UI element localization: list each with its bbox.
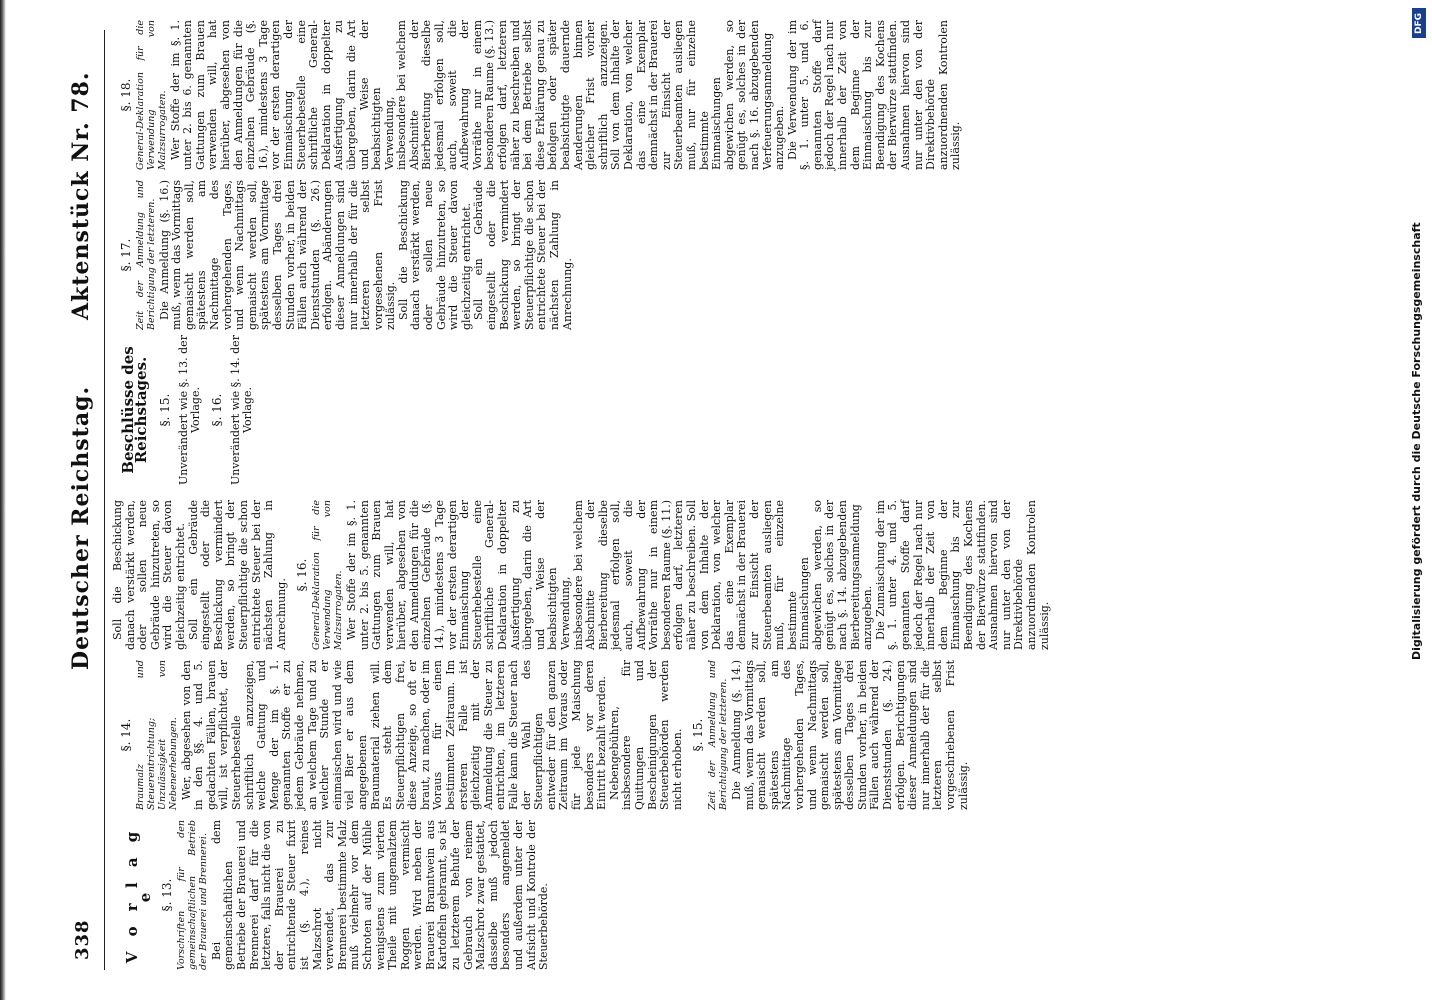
- section-text: Soll ein Gebräude eingestellt oder die Beschickung vermindert werden, so bringt der Steuerpflichtige die schon entrichtete Steuer bei der nächsten Zahlung in Anrechnung.: [186, 500, 288, 650]
- digitization-credit-text: Digitalisierung gefördert durch die Deutsche Forschungsgemeinschaft: [1410, 222, 1423, 660]
- page-header: [60, 0, 100, 1000]
- beschluss-column-1: [112, 335, 255, 485]
- section-title: §. 13.: [160, 878, 175, 912]
- section-title: §. 16.: [209, 393, 224, 427]
- section-title: §. 14.: [119, 718, 133, 752]
- section-text: Soll die Beschickung danach verstärkt werden, oder sollen neue Gebräude hinzutreten, so wird die Steuer davon gleichzeitig entrichtet.: [396, 180, 473, 330]
- section-title: §. 16.: [295, 558, 310, 592]
- section-text: Wer, abgesehen von den in den §§. 4. und 5. gedachten Fällen, brauen will, ist verpflichtet, der Steuerhebestelle schriftlich anzuzeigen, welche Gattung und Menge der im §. 1. genannten Stoffe er zu jedem Gebräude nehmen, an welchem Tage und zu welcher Stunde er einmaischen wird und wie viel Bier er aus dem angegebenen Braumaterial ziehen will. Es steht dem Steuerpflichtigen frei, diese Anzeige, so oft er braut, zu machen, oder im Voraus für einen bestimmten Zeitraum. Im ersteren Falle ist gleichzeitig mit der Anmeldung die Steuer zu entrichten, im letzteren Falle kann die Steuer nach der Wahl des Steuerpflichtigen entweder für den ganzen Zeitraum im Voraus oder für jede Maischung besonders vor deren Eintritt bezahlt werden.: [179, 660, 609, 810]
- vorlage-column-1: [112, 820, 551, 970]
- section-text: Soll ein Gebräude eingestellt oder die Beschickung vermindert werden, so bringt der Steuerpflichtige die schon entrichtete Steuer bei der nächsten Zahlung in Anrechnung.: [472, 180, 574, 330]
- section-text: Unverändert wie §. 13. der Vorlage.: [176, 335, 203, 485]
- section-title: §. 15.: [158, 393, 173, 427]
- section-caption: Zeit der Anmeldung und Berichtigung der letzteren.: [134, 180, 157, 330]
- section-text: Die Verwendung der im §. 1. unter 5. und 6. genannten Stoffe darf jedoch der Regel nach nur innerhalb der Zeit von dem Beginne der Einmaischung bis zur Beendigung des Kochens der Bierwürze stattfinden. Ausnahmen hiervon sind nur unter den von der Direktivbehörde anzuordnenden Kontrolen zulässig.: [785, 20, 963, 170]
- section-text: Bei dem gemeinschaftlichen Betriebe der Brauerei und Brennerei darf für die letztere, falls nicht die von der Brauerei zu entrichtende Steuer fixirt ist (§. 4.), reines Malzschrot nicht verwendet, das zur Brennerei bestimmte Malz muß vielmehr vor dem Schroten auf der Mühle wenigstens zum vierten Theile mit ungemalztem Roggen vermischt werden. Wird neben der Brauerei Branntwein aus Kartoffeln gebrannt, so ist zu letzterem Behufe der Gebrauch von reinem Malzschrot zwar gestattet, dasselbe muß jedoch besonders angemeldet und außerdem unter der Aufsicht und Kontrole der Steuerbehörde.: [209, 820, 551, 970]
- vorlage-column-3: [112, 500, 1051, 650]
- section-caption: Braumalz und Steuerentrichtung; Unzulässigkeit von Nebenerhebungen.: [134, 660, 179, 810]
- beschluss-column-2: [112, 180, 574, 330]
- section-text: Nebengebühren, insbesondere für Quittungen und Bescheinigungen der Steuerbehörden werden nicht erhoben.: [607, 660, 684, 810]
- section-text: Soll die Beschickung danach verstärkt werden, oder sollen neue Gebräude hinzutreten, so wird die Steuer davon gleichzeitig entrichtet.: [111, 500, 187, 650]
- section-text: Wer Stoffe der im §. 1. unter 2. bis 6. genannten Gattungen zum Brauen verwenden will, hat hierüber, abgesehen von den Anmeldungen für die einzelnen Gebräude (§. 16.), mindestens 3 Tage vor der ersten derartigen Einmaischung der Steuerhebestelle eine schriftliche General-Deklaration in doppelter Ausfertigung zu übergeben, darin die Art und Weise der beabsichtigten Verwendung, insbesondere bei welchem Abschnitte der Bierbereitung dieselbe jedesmal erfolgen soll, auch, soweit die Aufbewahrung der Vorräthe nur in einem besonderen Raume (§. 13.) erfolgen darf, letzteren näher zu beschreiben und bei dem Betriebe selbst diese Erklärung genau zu befolgen oder später beabsichtigte dauernde Aenderungen binnen gleicher Frist vorher schriftlich anzuzeigen. Soll von dem Inhalte der Deklaration, von welcher das eine Exemplar demnächst in der Brauerei zur Einsicht der Steuerbeamten ausliegen muß, nur für einzelne bestimmte Einmaischungen abgewichen werden, so genügt es, solches in der nach §. 16. abzugebenden Verfeuerungsanmeldung anzugeben.: [168, 20, 787, 170]
- beschluss-column-3: [112, 20, 963, 170]
- section-text: Wer Stoffe der im §. 1. unter 2. bis 5. genannten Gattungen zum Brauen verwenden will, hat hierüber, abgesehen von den Anmeldungen für die einzelnen Gebräude (§. 14.), mindestens 3 Tage vor der ersten derartigen Einmaischung der Steuerhebestelle eine schriftliche General-Deklaration in doppelter Ausfertigung zu übergeben, darin die Art und Weise der beabsichtigten Verwendung, insbesondere bei welchem Abschnitte der Bierbereitung dieselbe jedesmal erfolgen soll, auch, soweit die Aufbewahrung der Vorräthe nur in einem besonderen Raume (§. 11.) erfolgen darf, letzteren näher zu beschreiben. Soll von dem Inhalte der Deklaration, von welcher das eine Exemplar demnächst in der Brauerei zur Einsicht der Steuerbeamten ausliegen muß, für einzelne bestimmte Einmaischungen abgewichen werden, so genügt es, solches in der nach §. 14. abzugebenden Bierbereitungsanmeldung anzugeben.: [344, 500, 875, 650]
- scan-edge-shadow: [0, 0, 6, 1000]
- section-caption: General-Deklaration für die Verwendung von Malzsurrogaten.: [134, 20, 168, 170]
- vorlage-column-2: [112, 660, 970, 810]
- left-running-title: Deutscher Reichstag.: [68, 385, 94, 670]
- rotated-document-page: [60, 0, 1415, 1000]
- page-number: 338: [72, 919, 93, 960]
- section-text: Die Anmeldung (§. 14.) muß, wenn das Vormittags gemaischt werden soll, spätestens am Nachmittage des vorhergehenden Tages, und wenn Nachmittags gemaischt werden soll, spätestens am Vormittage desselben Tages drei Stunden vorher, in beiden Fällen auch während der Dienststunden (§. 24.) erfolgen. Berichtigungen dieser Anmeldungen sind nur innerhalb der für die letzteren selbst vorgeschriebenen Frist zulässig.: [729, 660, 970, 810]
- dfg-logo: DFG: [1412, 8, 1426, 38]
- section-text: Die Zumaischung der im §. 1. unter 4. und 5. genannten Stoffe darf jedoch der Regel nach nur innerhalb der Zeit von dem Beginne der Einmaischung bis zur Beendigung des Kochens der Bierwürze stattfinden. Ausnahmen hiervon sind nur unter den von der Direktivbehörde anzuordnenden Kontrolen zulässig.: [873, 500, 1051, 650]
- section-title: §. 17.: [119, 238, 133, 272]
- section-text: Unverändert wie §. 14. der Vorlage.: [228, 335, 255, 485]
- digitization-credit-sidebar: [1404, 0, 1432, 1000]
- section-caption: Zeit der Anmeldung und Berichtigung der letzteren.: [706, 660, 729, 810]
- header-rule: [104, 30, 105, 970]
- right-running-title: Aktenstück Nr. 78.: [68, 71, 94, 320]
- section-caption: Vorschriften für den gemeinschaftlichen Betrieb der Brauerei und Brennerei.: [175, 820, 209, 970]
- section-title: §. 15.: [691, 718, 706, 752]
- section-title: §. 18.: [119, 78, 133, 112]
- vorlage-heading: V o r l a g e: [123, 826, 154, 964]
- section-text: Die Anmeldung (§. 16.) muß, wenn das Vormittags gemaischt werden soll, spätestens am Nachmittage des vorhergehenden Tages, und wenn Nachmittags gemaischt werden soll, spätestens am Vormittage desselben Tages drei Stunden vorher, in beiden Fällen auch während der Dienststunden (§. 26.) erfolgen. Abänderungen dieser Anmeldungen sind nur innerhalb der für die letzteren selbst vorgesehenen Frist zulässig.: [157, 180, 398, 330]
- beschluss-heading: Beschlüsse des Reichstages.: [119, 346, 150, 474]
- section-caption: General-Deklaration für die Verwendung von Malzsurrogaten.: [310, 500, 344, 650]
